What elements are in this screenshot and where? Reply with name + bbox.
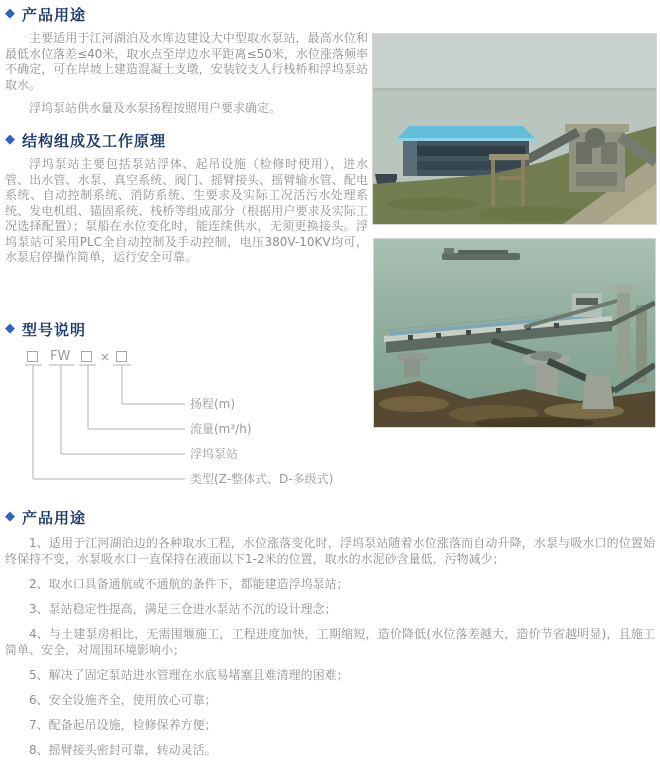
list-item: 5、解决了固定泵站进水管理在水底易堵塞且难清理的困难； bbox=[29, 668, 349, 682]
model-label-station: 浮坞泵站 bbox=[190, 447, 239, 461]
list-item: 2、取水口具备通航或不通航的条件下，都能建造浮坞泵站； bbox=[29, 577, 349, 591]
model-connector-lines bbox=[0, 343, 370, 491]
diamond-bullet-icon: ◆ bbox=[5, 131, 15, 147]
paragraph: 主要适用于江河湖泊及水库边建设大中型取水泵站，最高水位和最低水位落差≤40米，取水点至岸边水平距离≤50米，水位涨落频率不确定，可在岸坡上建造混凝土支墩，安装铰支人行栈桥和浮坞泵站取水。 bbox=[5, 31, 368, 92]
section-model bbox=[5, 319, 368, 339]
section-structure bbox=[5, 130, 368, 274]
list-item: 4、与土建泵房相比，无需围堰施工，工程进度加快，工期缩短，造价降低(水位落差越大，造价节省越明显)，且施工简单、安全，对周围环境影响小； bbox=[5, 627, 655, 657]
list-item: 8、摇臂接头密封可靠，转动灵活。 bbox=[29, 743, 217, 757]
section-header bbox=[5, 130, 368, 150]
section-header bbox=[5, 507, 655, 527]
diamond-bullet-icon: ◆ bbox=[5, 5, 15, 21]
section-title: 产品用途 bbox=[22, 508, 87, 527]
section-header bbox=[5, 4, 368, 24]
section-usage-top bbox=[5, 4, 368, 125]
model-label-type: 类型(Z-整体式、D-多级式) bbox=[190, 472, 334, 486]
diamond-bullet-icon: ◆ bbox=[5, 508, 15, 524]
model-code-times: × bbox=[100, 350, 111, 364]
section-body bbox=[5, 157, 368, 266]
model-code-fw: FW bbox=[50, 349, 71, 364]
photo-floating-pump-station-river bbox=[373, 238, 656, 428]
diamond-bullet-icon: ◆ bbox=[5, 320, 15, 336]
paragraph: 浮坞泵站主要包括泵站浮体、起吊设施（检修时使用），进水管、出水管、水泵、真空系统、阀门、摇臂接头、摇臂输水管、配电系统、自动控制系统、消防系统、生要求及实际工况活污水处理系统、发电机组、锚固系统、栈桥等组成部分（根据用户要求及实际工况选择配置）；泵船在水位变化时，能连续供水，无须更换接头。浮坞泵站可采用PLC全自动控制及手动控制，电压380V-10KV均可，水泵启停操作简单，运行安全可靠。 bbox=[5, 157, 368, 264]
model-label-head: 扬程(m) bbox=[190, 397, 236, 411]
section-title: 产品用途 bbox=[22, 5, 87, 24]
paragraph: 浮坞泵站供水量及水泵扬程按照用户要求确定。 bbox=[29, 101, 282, 115]
photo2-illustration bbox=[374, 239, 655, 427]
section-body bbox=[5, 31, 368, 117]
section-features bbox=[5, 507, 655, 767]
photo1-illustration bbox=[373, 34, 656, 224]
list-item: 3、泵站稳定性提高，满足三仓进水泵站不沉的设计理念； bbox=[29, 602, 337, 616]
model-label-flow: 流量(m³/h) bbox=[190, 422, 252, 436]
section-title: 型号说明 bbox=[22, 320, 87, 339]
photo-floating-pump-station-shore bbox=[372, 33, 657, 225]
list-item: 7、配备起吊设施，检修保养方便； bbox=[29, 718, 217, 732]
list-item: 1、适用于江河湖泊边的各种取水工程，水位涨落变化时，浮坞泵站随着水位涨落而自动升降，水泵与吸水口的位置始终保持不变，水泵吸水口一直保持在液面以下1-2米的位置，取水的水泥砂含量低，污物减少； bbox=[5, 536, 655, 566]
list-item: 6、安全设施齐全，使用放心可靠； bbox=[29, 693, 217, 707]
section-title: 结构组成及工作原理 bbox=[22, 131, 167, 150]
feature-list bbox=[5, 535, 655, 758]
section-header bbox=[5, 319, 368, 339]
